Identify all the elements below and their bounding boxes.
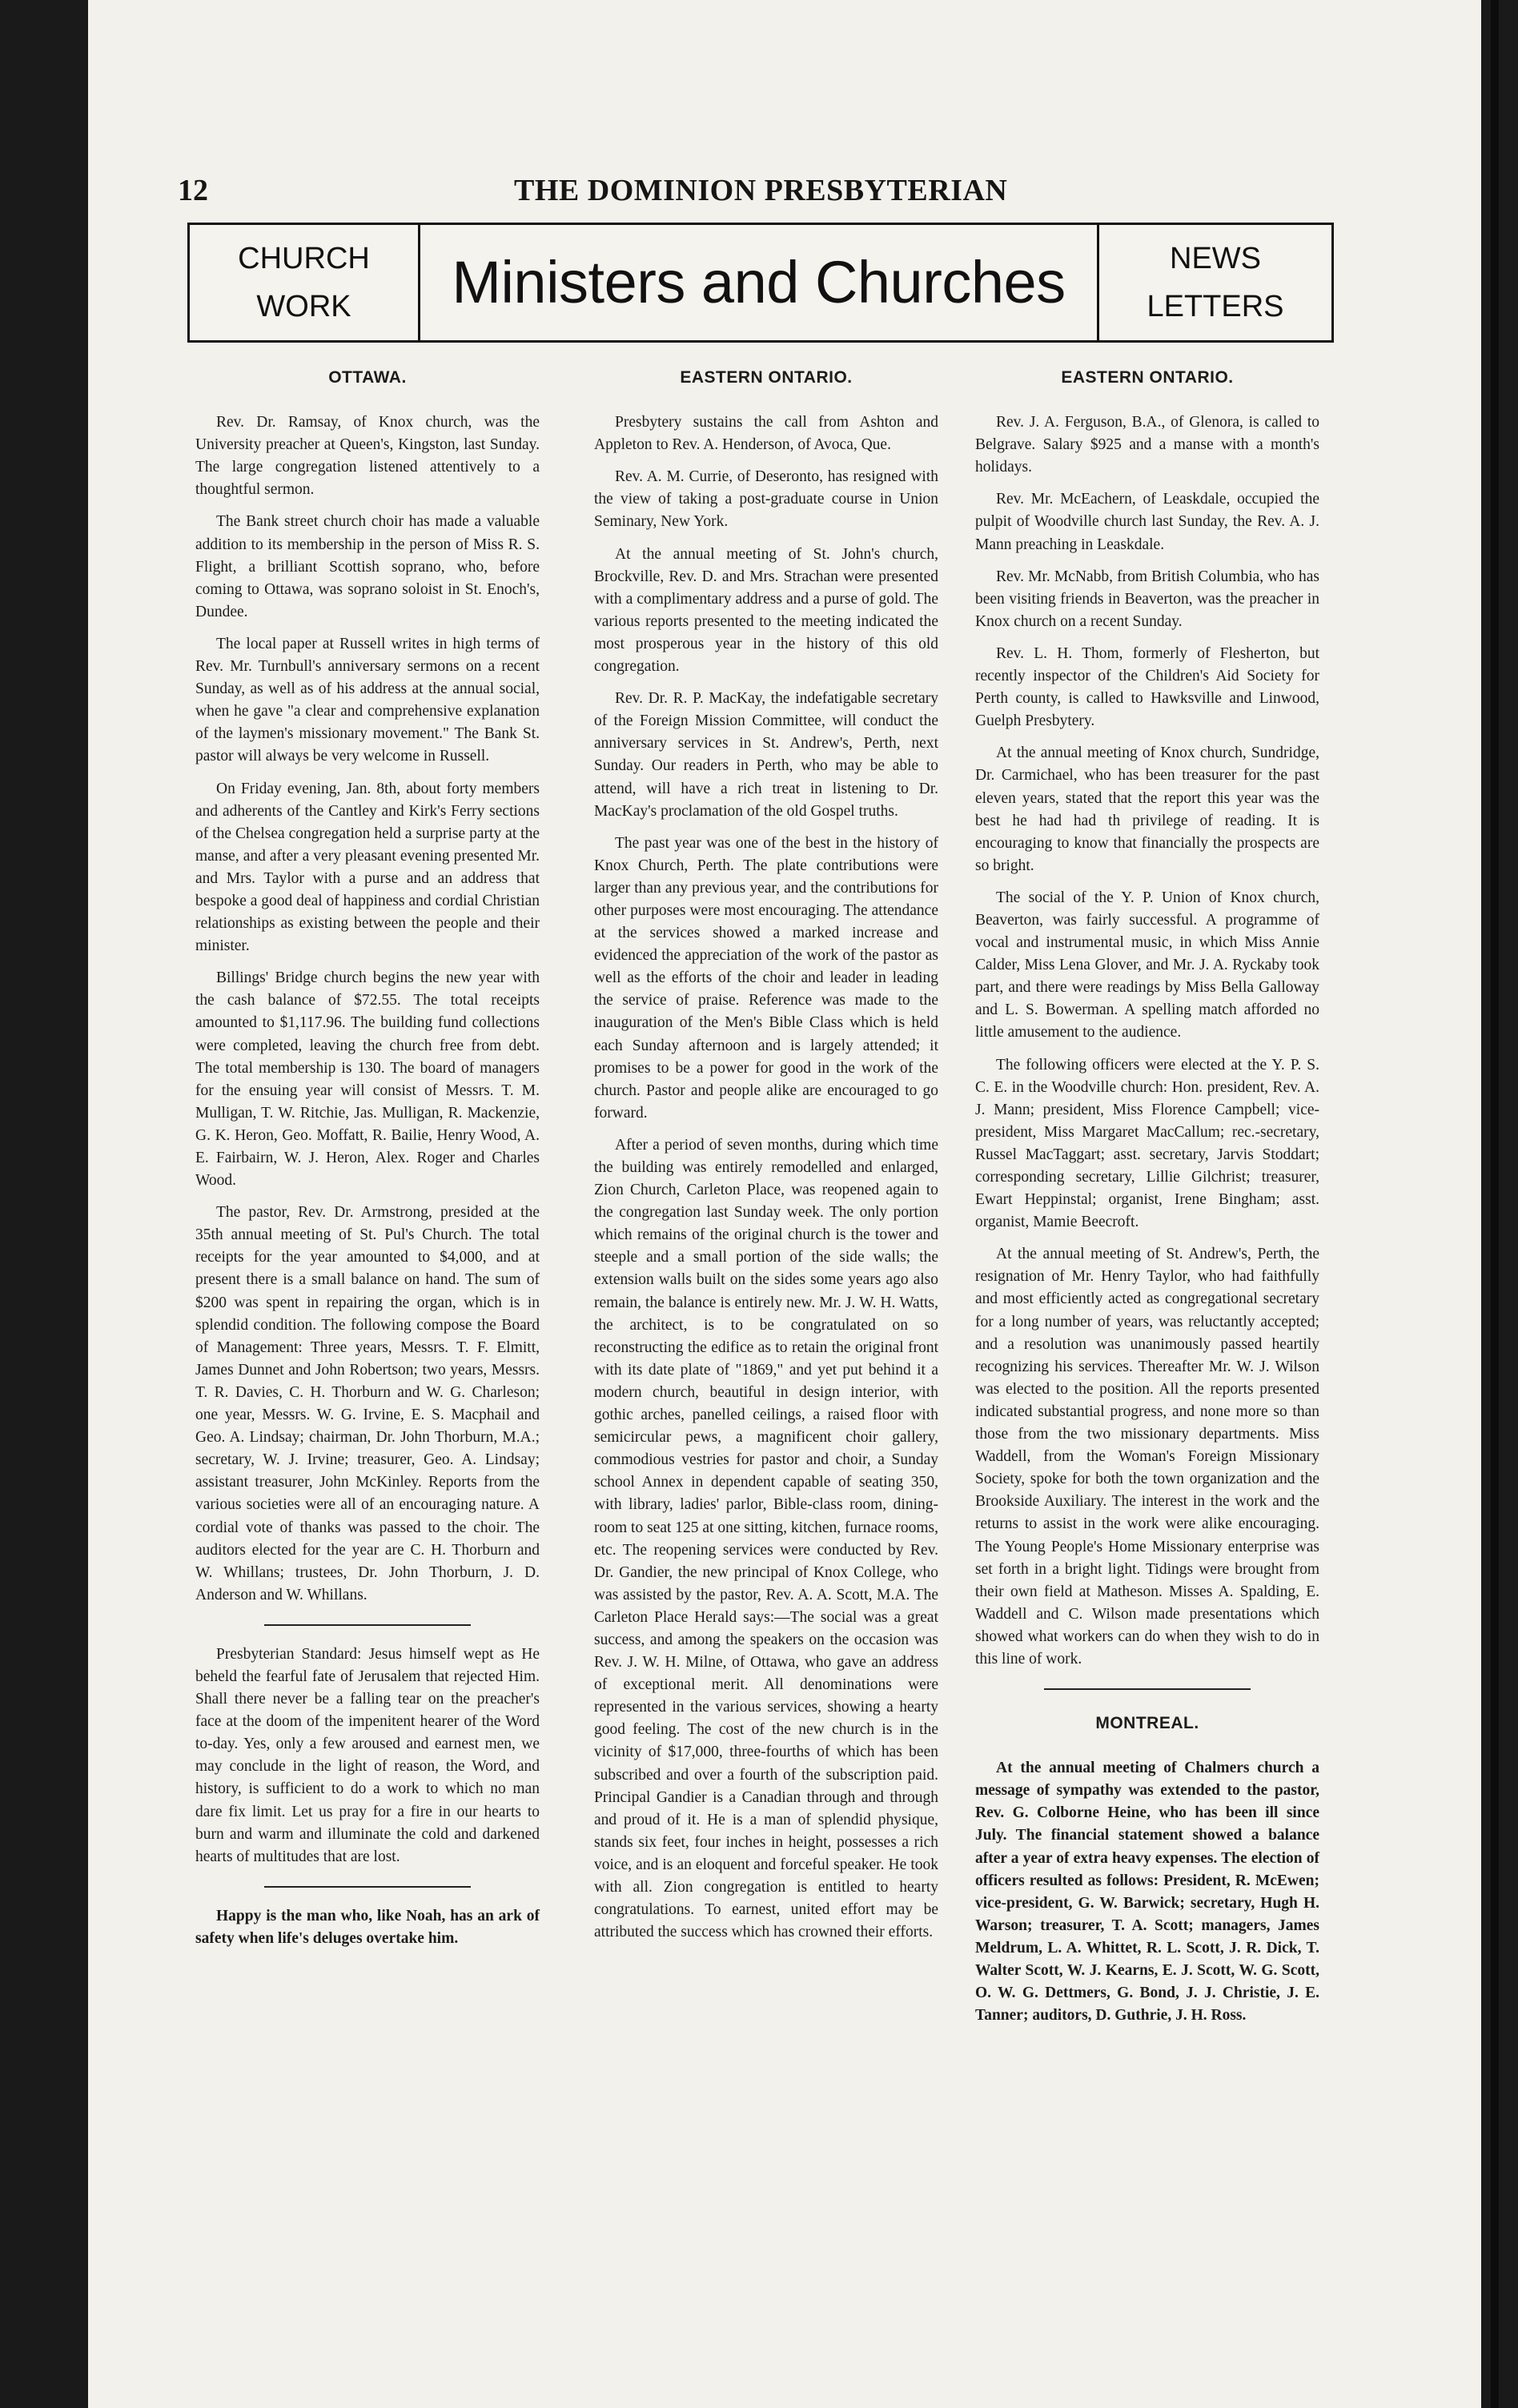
- news-item: The local paper at Russell writes in high terms of Rev. Mr. Turnbull's anniversary sermons on a recent Sunday, as well as of his address at the annual social, when he gave "a clear and comprehensive explanation of the laymen's missionary movement." The Bank St. pastor will always be very welcome in Russell.: [195, 635, 540, 765]
- newspaper-title: THE DOMINION PRESBYTERIAN: [514, 174, 1008, 207]
- noah-quote: Happy is the man who, like Noah, has an ark of safety when life's deluges overtake him.: [195, 1907, 540, 1947]
- banner-left-line-2: WORK: [256, 290, 351, 323]
- standard-quote: Presbyterian Standard: Jesus himself wept as He beheld the fearful fate of Jerusalem that rejected Him. Shall there never be a falling tear on the preacher's face at the doom of the impenitent hearer of the Word to-day. Yes, only a few aroused and earnest men, we may conclude in the light of reason, the Word, and history, is sufficient to do a work to which no man dare fix limit. Let us pray for a fire in our hearts to burn and warm and illuminate the cold and darkened hearts of multitudes that are lost.: [195, 1645, 540, 1865]
- news-item: The social of the Y. P. Union of Knox church, Beaverton, was fairly successful. A programme of vocal and instrumental music, in which Miss Annie Calder, Miss Lena Glover, and Mr. J. A. Ryckaby took part, and there were readings by Miss Bella Galloway and L. S. Bowerman. A spelling match afforded no little amusement to the audience.: [975, 889, 1319, 1041]
- banner-left-line-1: CHURCH: [238, 242, 370, 275]
- page-number: 12: [178, 174, 208, 207]
- page-header: [178, 167, 1331, 215]
- section-heading-montreal: MONTREAL.: [1095, 1714, 1199, 1733]
- column-heading: EASTERN ONTARIO.: [680, 368, 853, 387]
- news-item: Rev. L. H. Thom, formerly of Flesherton, but recently inspector of the Children's Aid Society for Perth county, is called to Hawksville and Linwood, Guelph Presbytery.: [975, 644, 1319, 730]
- page-edge-rule: [1491, 0, 1499, 2408]
- banner-title: Ministers and Churches: [452, 249, 1066, 315]
- news-item: Presbytery sustains the call from Ashton and Appleton to Rev. A. Henderson, of Avoca, Que.: [594, 414, 938, 454]
- news-item: On Friday evening, Jan. 8th, about forty members and adherents of the Cantley and Kirk's Ferry sections of the Chelsea congregation held a surprise party at the manse, and after a very pleasant evening presented Mr. and Mrs. Taylor with a purse and an address that bespoke a good deal of happiness and cordial Christian relationships as existing between the people and their minister.: [195, 780, 540, 955]
- news-item: Rev. A. M. Currie, of Deseronto, has resigned with the view of taking a post-graduate course in Union Seminary, New York.: [594, 468, 938, 531]
- section-banner: [187, 223, 1334, 343]
- news-item: At the annual meeting of St. Andrew's, Perth, the resignation of Mr. Henry Taylor, who had faithfully and most efficiently acted as congregational secretary for a long number of years, was reluctantly accepted; and a resolution was unanimously passed heartily recognizing his services. Thereafter Mr. W. J. Wilson was elected to the position. All the reports presented indicated substantial progress, and none more so than those from the two missionary departments. Miss Waddell, from the Woman's Foreign Missionary Society, spoke for both the town organization and the Brookside Auxiliary. The interest in the work and the returns to assist in the work were alike encouraging. The Young People's Home Missionary enterprise was set forth in a bright light. Tidings were brought from their own field at Matheson. Misses A. Spalding, E. Waddell and C. Wilson made presentations which showed what workers can do when they wish to do in this line of work.: [975, 1246, 1319, 1668]
- news-item: Rev. Dr. R. P. MacKay, the indefatigable secretary of the Foreign Mission Committee, will conduct the anniversary services in St. Andrew's, Perth, next Sunday. Our readers in Perth, who may be able to attend, will have a rich treat in listening to Dr. MacKay's proclamation of the old Gospel truths.: [594, 690, 938, 820]
- news-item: Rev. Mr. McNabb, from British Columbia, who has been visiting friends in Beaverton, was the preacher in Knox church on a recent Sunday.: [975, 568, 1319, 630]
- banner-right-line-2: LETTERS: [1147, 290, 1284, 323]
- banner-right-box: [1097, 225, 1331, 340]
- news-item: At the annual meeting of Chalmers church a message of sympathy was extended to the pastor, Rev. G. Colborne Heine, who has been ill since July. The financial statement showed a balance after a year of extra heavy expenses. The election of officers resulted as follows: President, R. McEwen; vice-president, G. W. Barwick; secretary, Hugh H. Warson; treasurer, T. A. Scott; managers, James Meldrum, L. A. Whittet, R. L. Scott, J. R. Dick, T. Walter Scott, W. J. Kearns, E. J. Scott, W. G. Scott, O. W. G. Dettmers, G. Bond, J. J. Christie, J. E. Tanner; auditors, D. Guthrie, J. H. Ross.: [975, 1760, 1319, 2025]
- news-item: The past year was one of the best in the history of Knox Church, Perth. The plate contributions were larger than any previous year, and the contributions for other purposes were most encouraging. The attendance at the services showed a marked increase and evidenced the appreciation of the work of the pastor as well as the efforts of the choir and leader in leading the service of praise. Reference was made to the inauguration of the Men's Bible Class which is held each Sunday afternoon and is largely attended; it promises to be a power for good in the work of the church. Pastor and people alike are encouraged to go forward.: [594, 834, 938, 1122]
- divider: [264, 1886, 471, 1888]
- column-heading: EASTERN ONTARIO.: [1061, 368, 1234, 387]
- news-item: At the annual meeting of St. John's church, Brockville, Rev. D. and Mrs. Strachan were presented with a complimentary address and a purse of gold. The various reports presented to the meeting indicated the most prosperous year in the history of this old congregation.: [594, 545, 938, 676]
- column-ottawa: [195, 367, 540, 1960]
- column-heading: OTTAWA.: [328, 368, 407, 387]
- news-item: After a period of seven months, during which time the building was entirely remodelled and enlarged, Zion Church, Carleton Place, was reopened again to the congregation last Sunday week. The only portion which remains of the original church is the tower and steeple and a small portion of the side walls; the extension walls built on the sides some years ago also remain, the balance is entirely new. Mr. J. W. H. Watts, the architect, is to be congratulated on so reconstructing the edifice as to retain the original front with its date plate of "1869," and yet put behind it a modern church, beautiful in design interior, with gothic arches, panelled ceilings, a raised floor with semicircular pews, a magnificent choir gallery, commodious vestries for pastor and choir, a Sunday school Annex in dependent capable of seating 350, with library, ladies' parlor, Bible-class room, dining-room to seat 125 at one sitting, kitchen, furnace rooms, etc. The reopening services were conducted by Rev. Dr. Gandier, the new principal of Knox College, who was assisted by the pastor, Rev. A. A. Scott, M.A. The Carleton Place Herald says:—The social was a great success, and among the speakers on the occasion was Rev. J. W. H. Milne, of Ottawa, who gave an address of exceptional merit. All denominations were represented in the various services, showing a hearty good feeling. The cost of the new church is in the vicinity of $17,000, three-fourths of which has been subscribed and over a fourth of the subscription paid. Principal Gandier is a Canadian through and through and proud of it. He is a man of splendid physique, stands six feet, four inches in height, possesses a rich voice, and is an eloquent and forceful speaker. He took with all. Zion congregation is entitled to hearty congratulations. To earnest, united effort may be attributed the success which has crowned their efforts.: [594, 1136, 938, 1941]
- news-item: The following officers were elected at the Y. P. S. C. E. in the Woodville church: Hon. president, Rev. A. J. Mann; president, Miss Florence Campbell; vice-president, Miss Margaret MacCallum; rec.-secretary, Russel MacTaggart; asst. secretary, Jarvis Stoddart; corresponding secretary, Lillie Gilchrist; treasurer, Ewart Heppinstal; organist, Irene Bingham; asst. organist, Mamie Beecroft.: [975, 1056, 1319, 1231]
- divider: [1044, 1688, 1251, 1690]
- news-item: Rev. Mr. McEachern, of Leaskdale, occupied the pulpit of Woodville church last Sunday, the Rev. A. J. Mann preaching in Leaskdale.: [975, 491, 1319, 553]
- news-item: Rev. J. A. Ferguson, B.A., of Glenora, is called to Belgrave. Salary $925 and a manse with a month's holidays.: [975, 414, 1319, 476]
- column-eastern-ontario-continued: [975, 367, 1319, 2037]
- divider: [264, 1624, 471, 1626]
- news-item: The Bank street church choir has made a valuable addition to its membership in the person of Miss R. S. Flight, a brilliant Scottish soprano, who, before coming to Ottawa, was soprano soloist in St. Enoch's, Dundee.: [195, 513, 540, 620]
- news-item: The pastor, Rev. Dr. Armstrong, presided at the 35th annual meeting of St. Pul's Church. The total receipts for the year amounted to $4,000, and at present there is a small balance on hand. The sum of $200 was spent in repairing the organ, which is in splendid condition. The following compose the Board of Management: Three years, Messrs. T. F. Elmitt, James Dunnet and John Robertson; two years, Messrs. T. R. Davies, C. H. Thorburn and W. G. Charleson; one year, Messrs. W. G. Irvine, E. S. Macphail and Geo. A. Lindsay; chairman, Dr. John Thorburn, M.A.; secretary, W. J. Irvine; treasurer, Geo. A. Lindsay; assistant treasurer, John McKinley. Reports from the various societies were all of an encouraging nature. A cordial vote of thanks was passed to the choir. The auditors elected for the year are C. H. Thorburn and W. Whillans; trustees, Dr. John Thorburn, J. D. Anderson and W. Whillans.: [195, 1204, 540, 1603]
- news-item: At the annual meeting of Knox church, Sundridge, Dr. Carmichael, who has been treasurer for the past eleven years, stated that the report this year was the best he had had th privilege of reading. It is encouraging to know that financially the prospects are so bright.: [975, 744, 1319, 874]
- banner-right-line-1: NEWS: [1170, 242, 1261, 275]
- news-item: Billings' Bridge church begins the new year with the cash balance of $72.55. The total receipts amounted to $1,117.96. The building fund collections were completed, leaving the church free from debt. The total membership is 130. The board of managers for the ensuing year will consist of Messrs. T. M. Mulligan, T. W. Ritchie, Jas. Mulligan, R. Mackenzie, G. K. Heron, Geo. Moffatt, R. Bailie, Henry Wood, A. E. Fairbairn, W. J. Heron, Alex. Roger and Charles Wood.: [195, 969, 540, 1190]
- banner-left-box: [190, 225, 420, 340]
- news-item: Rev. Dr. Ramsay, of Knox church, was the University preacher at Queen's, Kingston, last Sunday. The large congregation listened attentively to a thoughtful sermon.: [195, 414, 540, 499]
- column-eastern-ontario: [594, 367, 938, 1953]
